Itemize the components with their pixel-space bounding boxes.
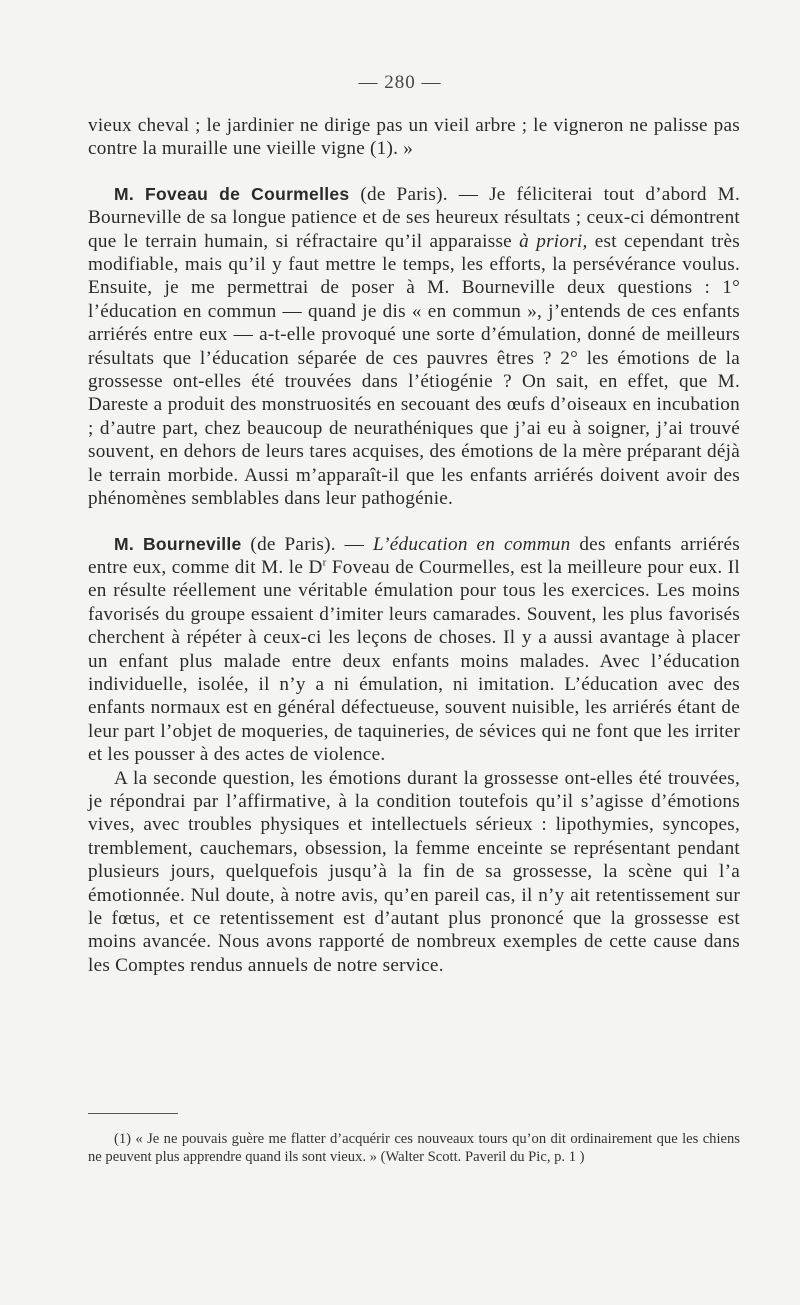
body-text: [88, 114, 740, 977]
paragraph-continuation: vieux cheval ; le jardinier ne dirige pas un vieil arbre ; le vigneron ne palisse pas contre la muraille une vieille vigne (1). »: [88, 115, 740, 160]
paragraph-text: (de Paris). —: [241, 533, 373, 555]
paragraph-text: des enfants arriérés entre eux, comme dit M. le D: [88, 533, 740, 578]
paragraph-text: Foveau de Courmelles, est la meilleure pour eux. Il en résulte réellement une véritable émulation pour tous les exercices. Les moins favorisés du groupe essaient d’imiter leurs camarades. Souvent, les plus favorisés cherchent à répéter à ceux-ci les leçons de choses. Il y a aussi avantage à placer un enfant plus malade entre deux enfants moins malades. Avec l’éducation individuelle, isolée, il n’y a ni émulation, ni imitation. L’éducation avec des enfants normaux est en général défectueuse, souvent nuisible, les arriérés étant de leur part l’objet de moqueries, de taquineries, de sévices qui ne font que les irriter et les pousser à des actes de violence.: [88, 556, 741, 766]
paragraph-foveau: [88, 183, 740, 511]
footnote-text: (1) « Je ne pouvais guère me flatter d’acquérir ces nouveaux tours qu’on dit ordinairement que les chiens ne peuvent plus apprendre quand ils sont vieux. » (Walter Scott. Paveril du Pic, p. 1 ): [88, 1131, 740, 1165]
footnote-rule: [88, 1113, 178, 1114]
superscript: r: [322, 556, 327, 569]
paragraph-bourneville: [88, 533, 740, 767]
speaker-name: M. Foveau de Courmelles: [114, 183, 350, 204]
paragraph-second-question: A la seconde question, les émotions durant la grossesse ont-elles été trouvées, je répondrai par l’affirmative, à la condition toutefois qu’il s’agisse d’émotions vives, avec troubles physiques et intellectuels sérieux : lipothymies, syncopes, tremblement, cauchemars, obsession, la femme enceinte se représentant pendant plusieurs jours, quelquefois jusqu’à la fin de sa grossesse, la scène qui l’a émotionnée. Nul doute, à notre avis, qu’en pareil cas, il n’y ait retentissement sur le fœtus, et ce retentissement est d’autant plus prononcé que la grossesse est moins avancée. Nous avons rapporté de nombreux exemples de cette cause dans les Comptes rendus annuels de notre service.: [88, 767, 740, 976]
italic-text: à priori,: [519, 230, 588, 252]
italic-text: L’éducation en commun: [372, 533, 571, 555]
speaker-name: M. Bourneville: [114, 533, 242, 554]
paragraph-text: (de Paris). — Je féliciterai tout d’abord M. Bourneville de sa longue patience et de ses heureux résultats ; ceux-ci démontrent que le terrain humain, si réfractaire qu’il apparaisse: [88, 183, 741, 252]
footnote: [88, 1130, 740, 1166]
paragraph-text: est cependant très modifiable, mais qu’il y faut mettre le temps, les efforts, la persévérance voulus. Ensuite, je me permettrai de poser à M. Bourneville deux questions : 1° l’éducation en commun — quand je dis « en commun », j’entends de ces enfants arriérés entre eux — a-t-elle provoqué une sorte d’émulation, donné de meilleurs résultats que l’éducation séparée de ces pauvres êtres ? 2° les émotions de la grossesse ont-elles été trouvées dans l’étiogénie ? On sait, en effet, que M. Dareste a produit des monstruosités en secouant des œufs d’oiseaux en incubation ; d’autre part, chez beaucoup de neurathéniques que j’ai eu à soigner, j’ai trouvé souvent, en dehors de leurs tares acquises, des émotions de la mère préparant déjà le terrain morbide. Aussi m’apparaît-il que les enfants arriérés doivent avoir des phénomènes semblables dans leur pathogénie.: [88, 230, 740, 510]
page-number: — 280 —: [358, 72, 442, 93]
